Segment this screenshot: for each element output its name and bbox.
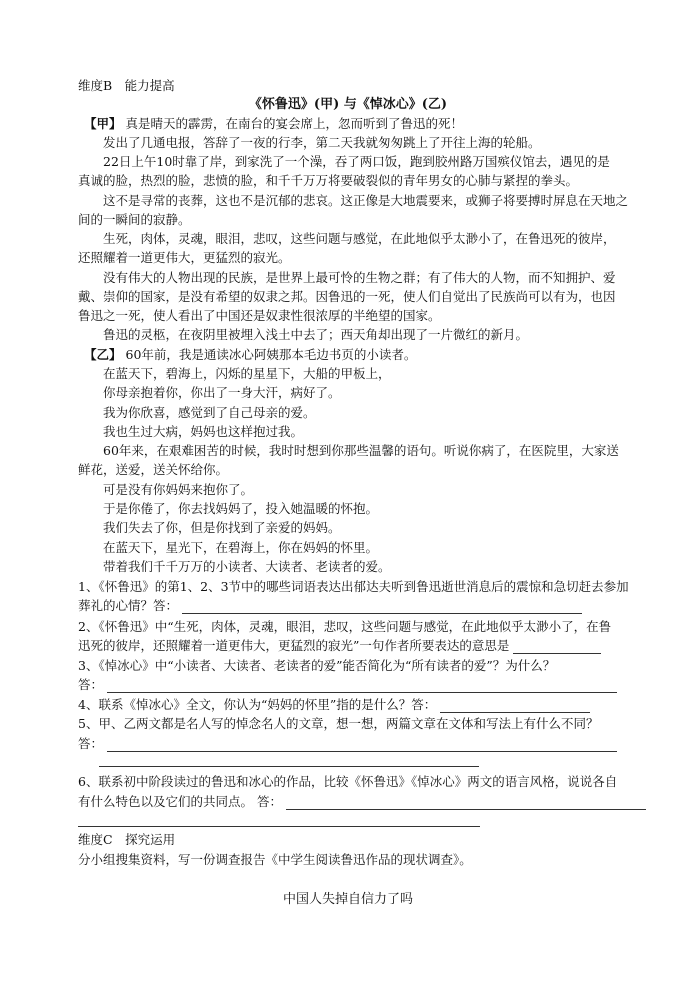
section-c-task: 分小组搜集资料，写一份调查报告《中学生阅读鲁迅作品的现状调查》。 [78, 852, 472, 867]
answer-blank-5b[interactable] [99, 766, 479, 767]
next-article-title: 中国人失掉自信力了吗 [282, 892, 413, 907]
yi-paragraph-1 [84, 347, 416, 363]
question-2-line-1: 2、《怀鲁迅》中“生死，肉体，灵魂，眼泪，悲叹，这些问题与感觉，在此地似乎太渺小了，在鲁 [78, 619, 612, 634]
question-4-line [78, 697, 590, 713]
yi-verse-7: 我们失去了你，但是你找到了亲爱的妈妈。 [103, 520, 341, 535]
jia-paragraph-4a: 生死，肉体，灵魂，眼泪，悲叹，这些问题与感觉，在此地似乎太渺小了，在鲁迅死的彼岸， [103, 231, 616, 246]
question-2-prompt: 迅死的彼岸，还照耀着一道更伟大，更猛烈的寂光”一句作者所要表达的意思是 [78, 638, 510, 653]
yi-tag: 【乙】 [84, 347, 122, 362]
answer-blank-6b[interactable] [78, 826, 480, 827]
question-1-line-1: 1、《怀鲁迅》的第1、2、3节中的哪些词语表达出郁达夫听到鲁迅逝世消息后的震惊和急切赶去参加 [78, 579, 629, 594]
question-6-line-1: 6、联系初中阶段读过的鲁迅和冰心的作品，比较《怀鲁迅》《悼冰心》两文的语言风格，说说各自 [78, 774, 618, 789]
yi-verse-9: 带着我们千千万万的小读者、大读者、老读者的爱。 [103, 559, 391, 574]
yi-verse-8: 在蓝天下，星光下，在碧海上，你在妈妈的怀里。 [103, 540, 379, 555]
answer-blank-6[interactable] [286, 797, 646, 810]
question-1-line-2 [78, 598, 582, 614]
question-5-line-2 [78, 736, 617, 752]
answer-blank-5[interactable] [107, 739, 617, 752]
answer-blank-2[interactable] [513, 641, 601, 654]
yi-verse-1: 在蓝天下，碧海上，闪烁的星星下，大船的甲板上， [103, 366, 391, 381]
jia-paragraph-1b: 发出了几通电报，答辞了一夜的行李，第二天我就匆匆跳上了开往上海的轮船。 [103, 135, 541, 150]
yi-p1-text: 60年前，我是通读冰心阿姨那本毛边书页的小读者。 [125, 347, 417, 362]
jia-p1-text: 真是晴天的霹雳，在南台的宴会席上，忽而听到了鲁迅的死！ [125, 116, 464, 131]
question-4-prompt: 4、联系《悼冰心》全文，你认为“妈妈的怀里”指的是什么？答： [78, 697, 437, 712]
yi-verse-2: 你母亲抱着你，你出了一身大汗，病好了。 [103, 385, 341, 400]
jia-paragraph-5b: 戴、崇仰的国家，是没有希望的奴隶之邦。因鲁迅的一死，使人们自觉出了民族尚可以有为，也因 [78, 289, 616, 304]
answer-blank-1[interactable] [182, 601, 582, 614]
section-b-heading: 维度B 能力提高 [78, 78, 175, 93]
jia-paragraph-4b: 还照耀着一道更伟大，更猛烈的寂光。 [78, 250, 291, 265]
jia-paragraph-1 [84, 116, 463, 132]
question-3-prompt: 答： [78, 677, 104, 692]
answer-blank-4[interactable] [440, 700, 590, 713]
jia-paragraph-3a: 这不是寻常的丧葬，这也不是沉郁的悲哀。这正像是大地震要来，或狮子将要搏时屏息在天地之 [103, 193, 629, 208]
question-1-prompt: 葬礼的心情？答： [78, 598, 179, 613]
section-c-heading: 维度C 探究运用 [78, 832, 176, 847]
question-5-prompt: 答： [78, 736, 104, 751]
jia-paragraph-2a: 22日上午10时靠了岸，到家洗了一个澡，吞了两口饭，跑到胶州路万国殡仪馆去，遇见的是 [103, 154, 610, 169]
yi-paragraph-2b: 鲜花，送爱，送关怀给你。 [78, 462, 229, 477]
question-6-line-2 [78, 794, 646, 810]
jia-paragraph-5a: 没有伟大的人物出现的民族，是世界上最可怜的生物之群；有了伟大的人物，而不知拥护、爱 [103, 270, 616, 285]
yi-paragraph-2a: 60年来，在艰难困苦的时候，我时时想到你那些温馨的语句。听说你病了，在医院里，大家送 [103, 443, 619, 458]
yi-verse-3: 我为你欣喜，感觉到了自己母亲的爱。 [103, 405, 316, 420]
jia-paragraph-6: 鲁迅的灵柩，在夜阴里被埋入浅土中去了；西天角却出现了一片微红的新月。 [103, 327, 529, 342]
article-title: 《怀鲁迅》(甲) 与《悼冰心》(乙) [248, 97, 448, 112]
yi-verse-4: 我也生过大病，妈妈也这样抱过我。 [103, 424, 304, 439]
yi-verse-5: 可是没有你妈妈来抱你了。 [103, 482, 254, 497]
jia-tag: 【甲】 [84, 116, 122, 131]
yi-verse-6: 于是你倦了，你去找妈妈了，投入她温暖的怀抱。 [103, 501, 379, 516]
question-2-line-2 [78, 638, 601, 654]
question-3-line-1: 3、《悼冰心》中“小读者、大读者、老读者的爱”能否简化为“所有读者的爱”？为什么？ [78, 658, 556, 673]
question-6-prompt: 有什么特色以及它们的共同点。 答： [78, 794, 282, 809]
jia-paragraph-2b: 真诚的脸，热烈的脸，悲愤的脸，和千千万万将要破裂似的青年男女的心肺与紧捏的拳头。 [78, 173, 579, 188]
answer-blank-3[interactable] [107, 680, 617, 693]
jia-paragraph-3b: 间的一瞬间的寂静。 [78, 212, 191, 227]
question-5-line-1: 5、甲、乙两文都是名人写的悼念名人的文章，想一想，两篇文章在文体和写法上有什么不同？ [78, 716, 599, 731]
question-3-line-2 [78, 677, 617, 693]
jia-paragraph-5c: 鲁迅之一死，使人看出了中国还是奴隶性很浓厚的半绝望的国家。 [78, 308, 441, 323]
